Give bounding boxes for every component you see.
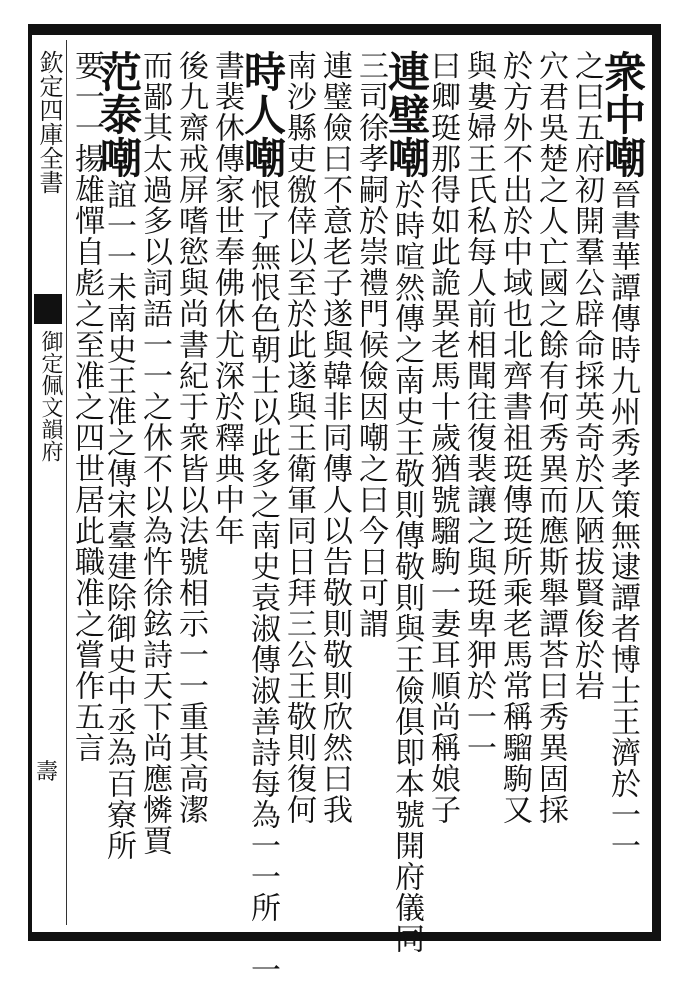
page-border-left xyxy=(28,24,32,941)
entry-heading: 時人嘲 xyxy=(238,50,287,179)
entry-heading: 衆中嘲 xyxy=(598,50,647,179)
column-text: 與婁婦王氏私每人前相聞往復裴讓之與珽卑狎於一一 xyxy=(461,50,496,763)
column-text: 要一一揚雄憚自彪之至准之四世居此職准之嘗作五言 xyxy=(69,50,104,763)
page-number: 壽 xyxy=(36,760,59,785)
column-text: 之曰五府初開羣公辟命採英奇於仄陋拔賢俊於岩 xyxy=(569,50,604,701)
text-column xyxy=(532,50,568,920)
column-text: 於時喧然傳之南史王敬則傳敬則與王儉俱即本號開府儀同 xyxy=(389,179,424,954)
text-column xyxy=(382,50,431,954)
text-column xyxy=(280,50,316,920)
page-border-right xyxy=(652,24,661,941)
page-border-bottom xyxy=(28,932,661,941)
column-text: 穴君吳楚之人亡國之餘有何秀異而應斯舉譚荅曰秀異固採 xyxy=(533,50,568,825)
text-column xyxy=(94,50,143,920)
text-column xyxy=(68,50,104,920)
text-column xyxy=(424,50,460,920)
column-text: 誼一一未南史王准之傳宋臺建除御史中丞為百寮所 xyxy=(101,179,136,861)
column-text: 南沙縣吏徼倖以至於此遂與王衛軍同日拜三公王敬則復何 xyxy=(281,50,316,825)
column-rule xyxy=(66,40,67,925)
fish-tail-mark xyxy=(34,294,62,324)
text-column xyxy=(568,50,604,920)
text-column xyxy=(352,50,388,920)
text-column xyxy=(598,50,647,920)
column-text: 三司徐孝嗣於崇禮門候儉因嘲之曰今日可謂 xyxy=(353,50,388,639)
column-text: 於方外不出於中域也北齊書祖珽傳珽所乘老馬常稱騮駒又 xyxy=(497,50,532,825)
column-text: 書裴休傳家世奉佛休尤深於釋典中年 xyxy=(209,50,244,546)
column-text: 而鄙其太過多以詞語一一之休不以為忤徐鉉詩天下尚應憐賈 xyxy=(137,50,172,856)
text-column xyxy=(172,50,208,920)
margin-title: 欽定四庫全書 xyxy=(35,50,63,194)
column-text: 後九齋戒屏嗜慾與尚書紀于衆皆以法號相示一一重其高潔 xyxy=(173,50,208,825)
text-column xyxy=(496,50,532,920)
text-column xyxy=(136,50,172,920)
text-column xyxy=(316,50,352,920)
column-text: 曰卿珽那得如此詭異老馬十歲猶號騮駒一妻耳順尚稱娘子 xyxy=(425,50,460,825)
column-text: 連璧儉曰不意老子遂與韓非同傳人以告敬則敬則欣然曰我 xyxy=(317,50,352,825)
column-text: 恨了無恨色朝士以此多之南史袁淑傳淑善詩每為一一所一一 xyxy=(245,179,280,985)
entry-heading: 范泰嘲 xyxy=(94,50,143,179)
text-column xyxy=(208,50,244,920)
page-border-top xyxy=(28,24,661,35)
text-column xyxy=(238,50,287,985)
column-text: 晉書華譚傳時九州秀孝策無逮譚者博士王濟於一一 xyxy=(605,179,640,861)
margin-book-title: 御定佩文韻府 xyxy=(38,330,63,462)
entry-heading: 連璧嘲 xyxy=(382,50,431,179)
text-column xyxy=(460,50,496,920)
